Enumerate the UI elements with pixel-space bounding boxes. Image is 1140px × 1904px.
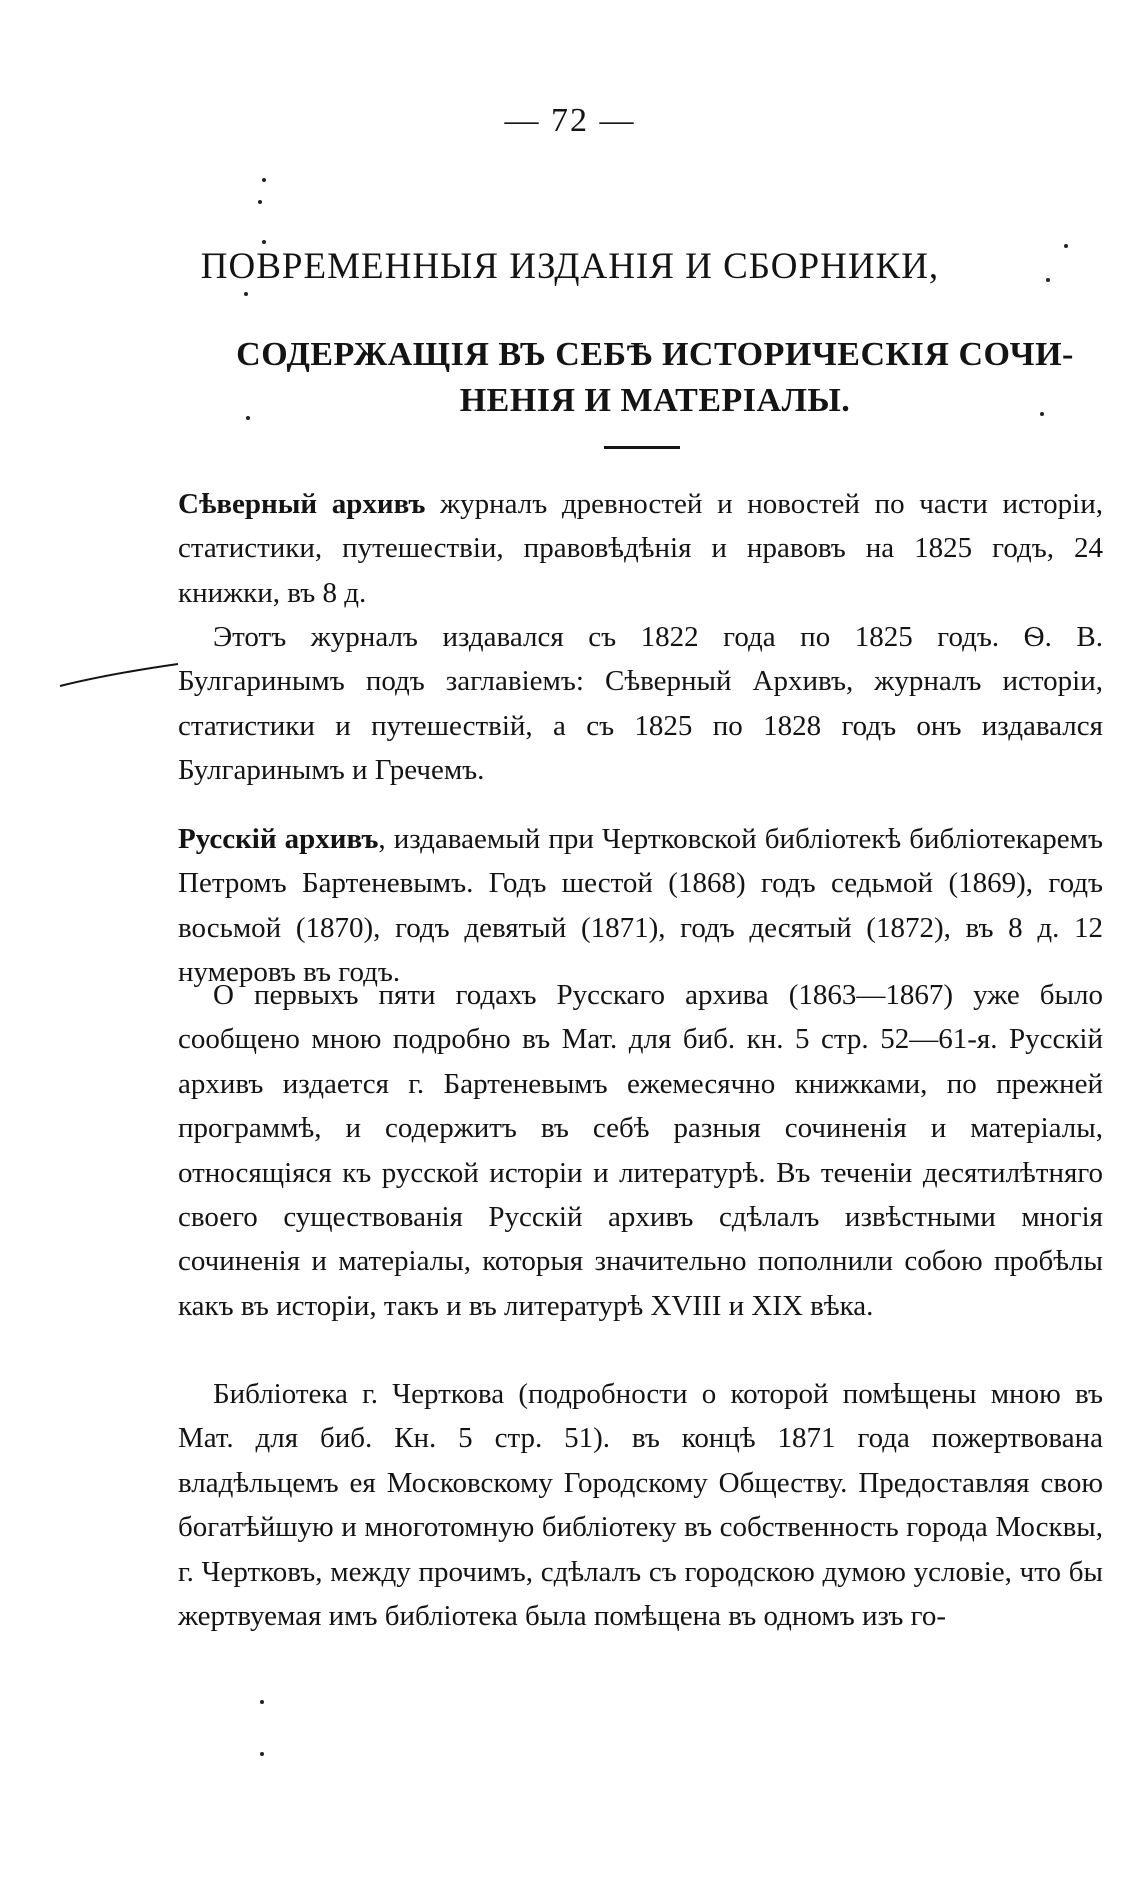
paragraph-text: , издаваемый при Чертковской библіотекѣ библіотекаремъ Петромъ Бартеневымъ. Годъ шестой (1868) годъ седьмой (1869), годъ восьмой (1870), годъ девятый (1871), годъ десятый (1872), въ 8 д. 12 нумеровъ въ годъ. [178,823,1103,989]
section-subtitle: СОДЕРЖАЩІЯ ВЪ СЕБѢ ИСТОРИЧЕСКІЯ СОЧИ-НЕНІЯ И МАТЕРІАЛЫ. [236,336,1074,419]
paragraph-russky-arkhiv-note [178,973,1103,1328]
scan-speck [244,292,248,296]
scan-speck [258,200,262,204]
paragraph-text: О первыхъ пяти годахъ Русскаго архива (1863—1867) уже было сообщено мною подробно въ Мат. для биб. кн. 5 стр. 52—61-я. Русскій архивъ издается г. Бартеневымъ ежемесячно книжками, по прежней программѣ, и содержитъ въ себѣ разныя сочиненія и матеріалы, относящіяся къ русской исторіи и литературѣ. Въ теченіи десятилѣтняго своего существованія Русскій архивъ сдѣлалъ извѣстными многія сочиненія и матеріалы, которыя значительно пополнили собою пробѣлы какъ въ исторіи, такъ и въ литературѣ XVIII и XIX вѣка. [178,979,1103,1322]
scan-speck [246,416,250,420]
title-divider [604,446,680,449]
paragraph-text: Библіотека г. Черткова (подробности о которой помѣщены мною въ Мат. для биб. Кн. 5 стр. 51). въ концѣ 1871 года пожертвована владѣльцемъ ея Московскому Городскому Обществу. Предоставляя свою богатѣйшую и многотомную библіотеку въ собственность города Москвы, г. Чертковъ, между прочимъ, сдѣлалъ съ городскою думою условіе, что бы жертвуемая имъ библіотека была помѣщена въ одномъ изъ го- [178,1378,1103,1633]
page-number: — 72 — [504,102,636,139]
paragraph-text: Этотъ журналъ издавался съ 1822 года по 1825 годъ. Ѳ. В. Булгаринымъ подъ заглавіемъ: Сѣверный Архивъ, журналъ исторіи, статистики и путешествій, а съ 1825 по 1828 годъ онъ издавался Булгаринымъ и Гречемъ. [178,621,1103,787]
scan-speck [1040,412,1044,416]
paragraph-text: журналъ древностей и новостей по части исторіи, статистики, путешествіи, правовѣдѣнія и нравовъ на 1825 годъ, 24 книжки, въ 8 д. [178,488,1103,609]
paragraph-chertkov-library [178,1372,1103,1638]
scan-speck [260,1700,264,1704]
section-title: ПОВРЕМЕННЫЯ ИЗДАНІЯ И СБОРНИКИ, [200,246,940,287]
scan-speck [1046,278,1050,282]
scan-speck [1064,244,1068,248]
paragraph-severny-arkhiv-note [178,615,1103,793]
scan-speck [262,178,266,182]
entry-title-russky-arkhiv: Русскій архивъ [178,823,379,855]
entry-title-severny-arkhiv: Сѣверный архивъ [178,488,426,520]
scan-speck [262,240,266,244]
paragraph-russky-arkhiv [178,817,1103,995]
scan-speck [260,1752,264,1756]
margin-annotation-mark [58,660,180,690]
paragraph-severny-arkhiv [178,482,1103,615]
